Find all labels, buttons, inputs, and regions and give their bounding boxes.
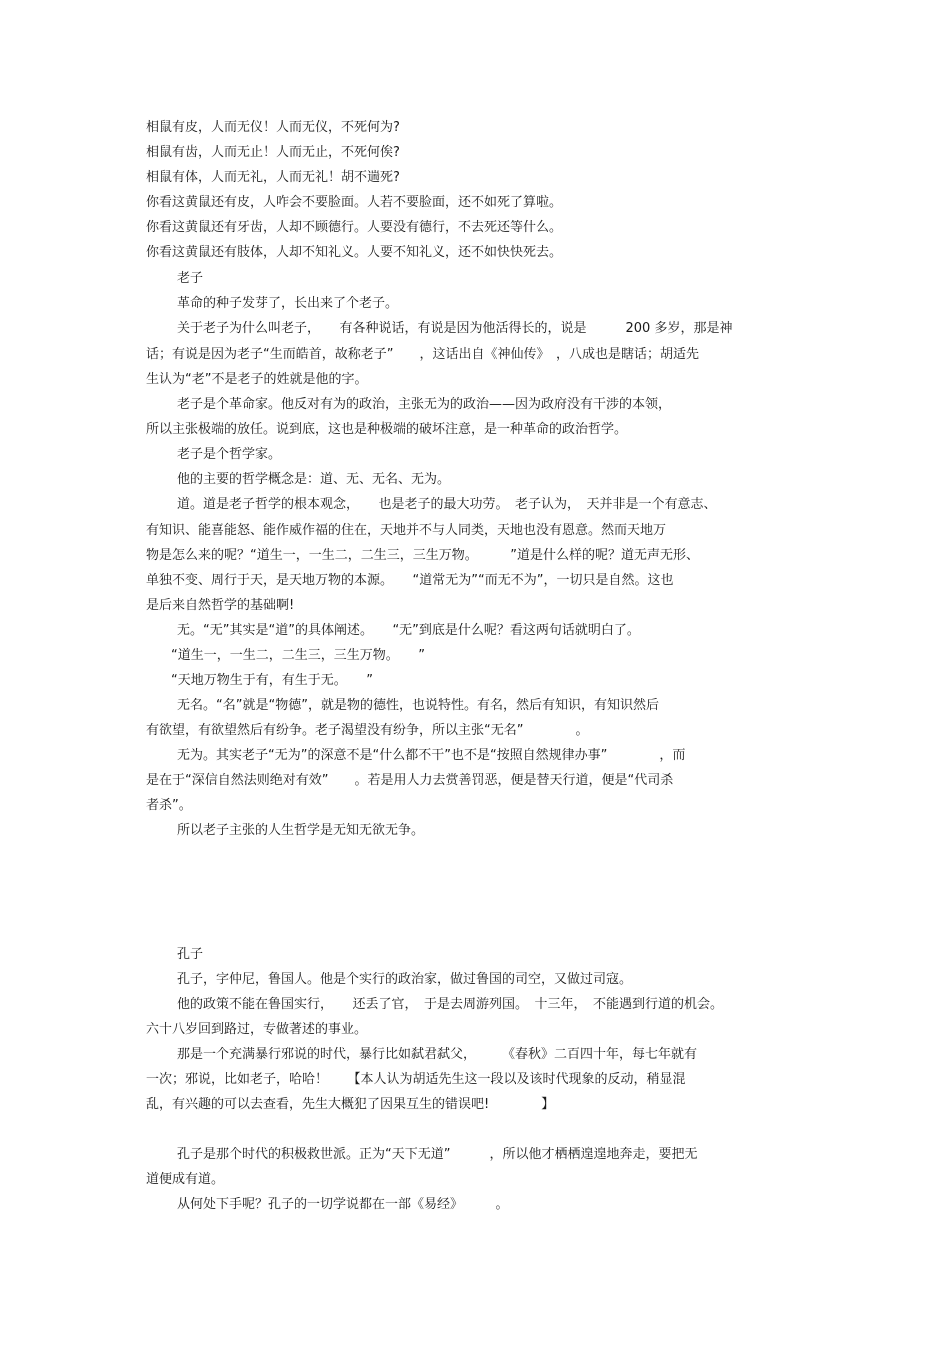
text-line: 相鼠有皮，人而无仪！人而无仪，不死何为? xyxy=(146,120,400,135)
text-line: 孔子是那个时代的积极救世派。正为“天下无道” ，所以他才栖栖遑遑地奔走，要把无 xyxy=(177,1147,698,1162)
text-line: 你看这黄鼠还有肢体，人却不知礼义。人要不知礼义，还不如快快死去。 xyxy=(146,245,563,260)
text-line: 孔子，字仲尼，鲁国人。他是个实行的政治家，做过鲁国的司空，又做过司寇。 xyxy=(177,972,633,987)
text-line: 有知识、能喜能怒、能作威作福的住在，天地并不与人同类，天地也没有恩意。然而天地万 xyxy=(146,523,667,538)
text-line: 无名。“名”就是“物德”，就是物的德性，也说特性。有名，然后有知识，有知识然后 xyxy=(177,698,659,713)
quote-line: “道生一，一生二，二生三，三生万物。 ” xyxy=(171,648,425,663)
text-line: 所以老子主张的人生哲学是无知无欲无争。 xyxy=(177,823,425,838)
text-line: 生认为“老”不是老子的姓就是他的字。 xyxy=(146,372,368,387)
text-line: 相鼠有齿，人而无止！人而无止，不死何俟? xyxy=(146,145,400,160)
text-line: 那是一个充满暴行邪说的时代，暴行比如弑君弑父， 《春秋》二百四十年，每七年就有 xyxy=(177,1047,698,1062)
quote-line: “天地万物生于有，有生于无。 ” xyxy=(171,673,373,688)
text-line: 是在于“深信自然法则绝对有效” 。若是用人力去赏善罚恶，便是替天行道，便是“代司杀 xyxy=(146,773,674,788)
text-line: 乱，有兴趣的可以去查看，先生大概犯了因果互生的错误吧! 】 xyxy=(146,1097,555,1112)
section-heading: 老子 xyxy=(177,271,204,286)
text-line: 道。道是老子哲学的根本观念， 也是老子的最大功劳。 老子认为， 天并非是一个有意志、 xyxy=(177,497,717,512)
text-line: 者杀”。 xyxy=(146,798,192,813)
text-line: 物是怎么来的呢？“道生一，一生二，二生三，三生万物。 ”道是什么样的呢？道无声无形、 xyxy=(146,548,699,563)
text-line: 你看这黄鼠还有皮，人咋会不要脸面。人若不要脸面，还不如死了算啦。 xyxy=(146,195,563,210)
text-line: 是后来自然哲学的基础啊! xyxy=(146,598,295,613)
text-line: 话；有说是因为老子“生而皓首，故称老子” ，这话出自《神仙传》 ，八成也是瞎话；胡适先 xyxy=(146,347,699,362)
text-line: 他的政策不能在鲁国实行， 还丢了官， 于是去周游列国。 十三年， 不能遇到行道的机会。 xyxy=(177,997,724,1012)
text-line: 所以主张极端的放任。说到底，这也是种极端的破坏注意，是一种革命的政治哲学。 xyxy=(146,422,628,437)
text-line: 老子是个革命家。他反对有为的政治，主张无为的政治——因为政府没有干涉的本领， xyxy=(177,397,672,412)
text-line: 革命的种子发芽了，长出来了个老子。 xyxy=(177,296,399,311)
text-line: 一次；邪说，比如老子，哈哈！ 【本人认为胡适先生这一段以及该时代现象的反动，稍显混 xyxy=(146,1072,686,1087)
text-line: 他的主要的哲学概念是：道、无、无名、无为。 xyxy=(177,472,451,487)
text-line: 六十八岁回到路过，专做著述的事业。 xyxy=(146,1022,368,1037)
text-line: 老子是个哲学家。 xyxy=(177,447,282,462)
text-line: 单独不变、周行于天，是天地万物的本源。 “道常无为”“而无不为”，一切只是自然。这也 xyxy=(146,573,674,588)
text-line: 相鼠有体，人而无礼，人而无礼！胡不遄死? xyxy=(146,170,400,185)
section-heading: 孔子 xyxy=(177,947,204,962)
text-line: 有欲望，有欲望然后有纷争。老子渴望没有纷争，所以主张“无名” 。 xyxy=(146,723,589,738)
text-line: 无为。其实老子“无为”的深意不是“什么都不干”也不是“按照自然规律办事” ，而 xyxy=(177,748,686,763)
text-line: 你看这黄鼠还有牙齿，人却不顾德行。人要没有德行，不去死还等什么。 xyxy=(146,220,563,235)
text-line: 关于老子为什么叫老子， 有各种说话，有说是因为他活得长的，说是 200 多岁，那是神 xyxy=(177,321,733,336)
text-line: 从何处下手呢？孔子的一切学说都在一部《易经》 。 xyxy=(177,1197,509,1212)
text-line: 无。“无”其实是“道”的具体阐述。 “无”到底是什么呢？看这两句话就明白了。 xyxy=(177,623,640,638)
text-line: 道便成有道。 xyxy=(146,1172,225,1187)
